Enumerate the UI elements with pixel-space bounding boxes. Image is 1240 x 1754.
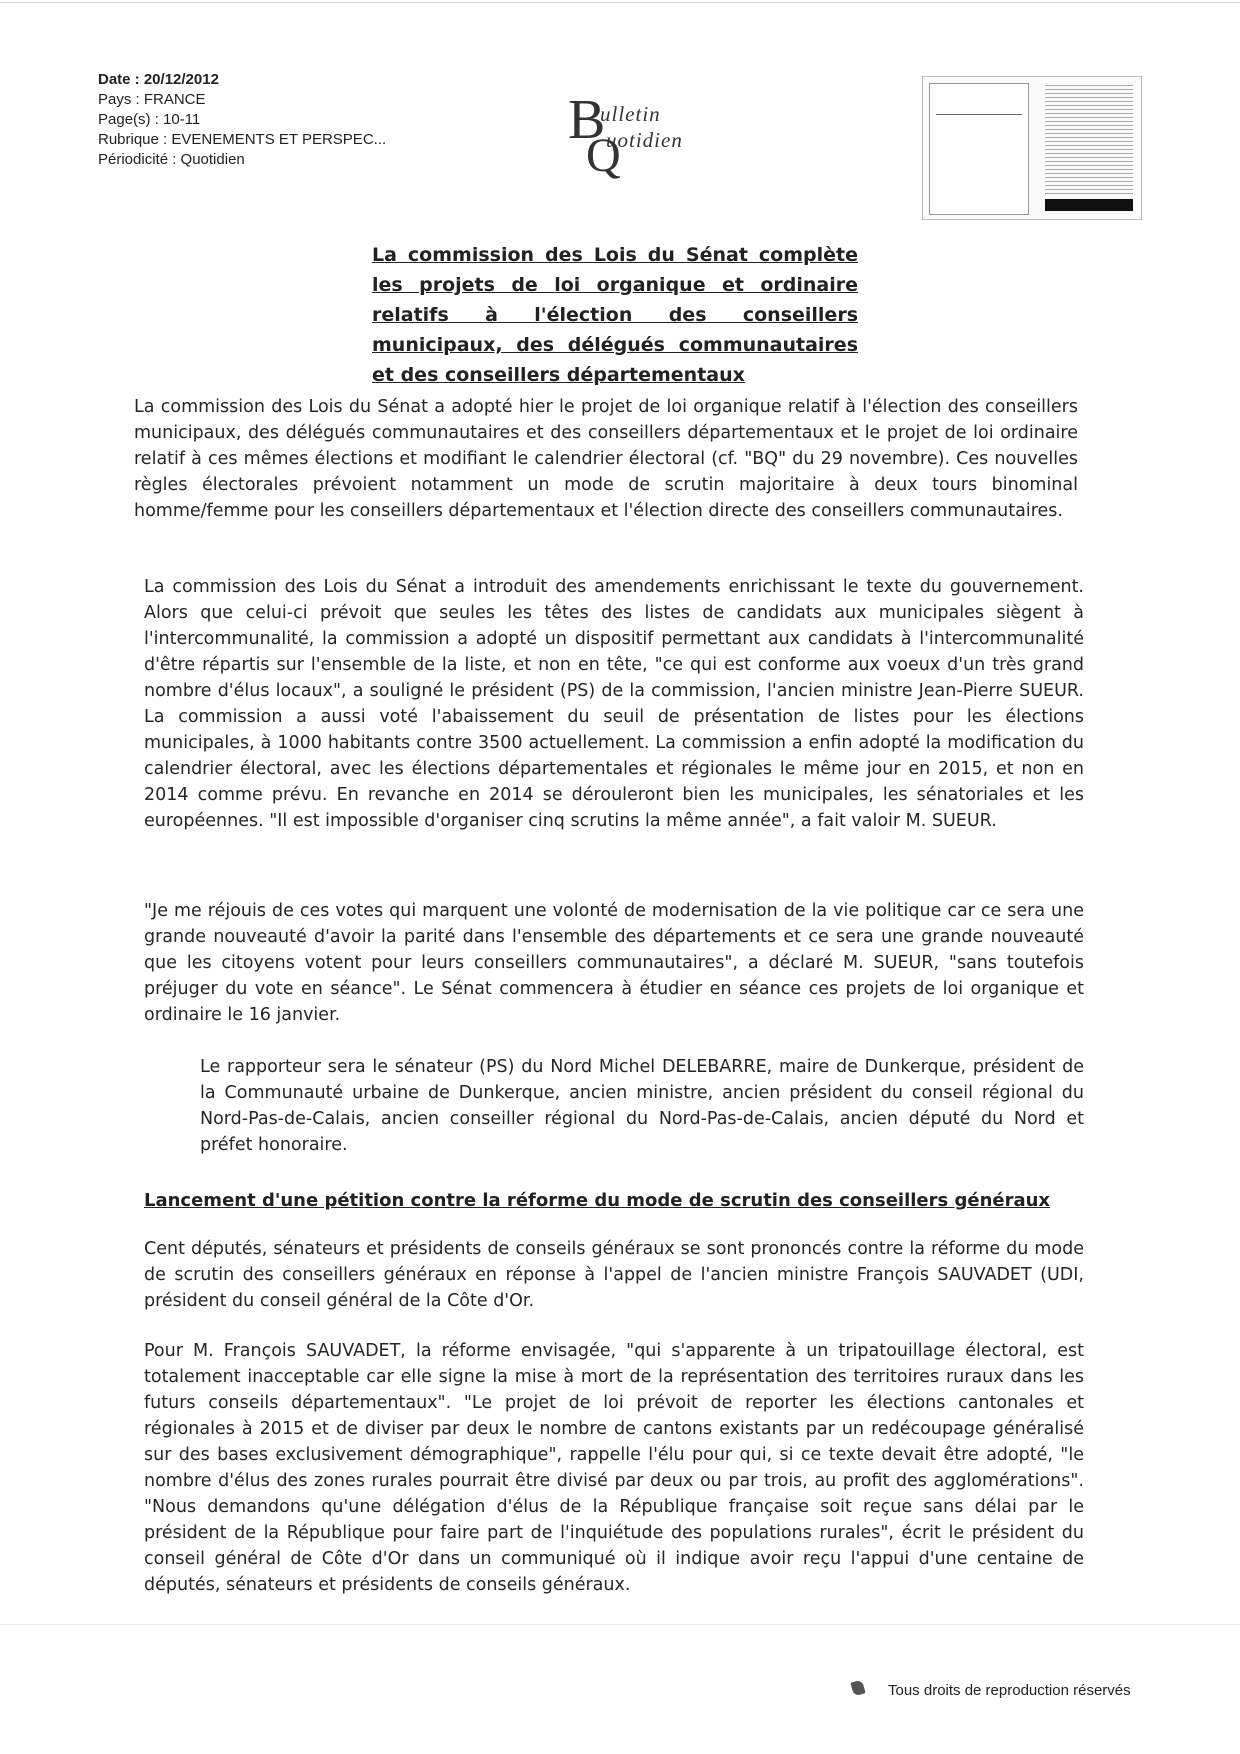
bottom-rule [0, 1624, 1240, 1625]
paragraph-rapporteur: Le rapporteur sera le sénateur (PS) du Nord Michel DELEBARRE, maire de Dunkerque, président de la Communauté urbaine de Dunkerque, ancien ministre, ancien président du conseil régional du Nord-Pas-de-Calais, ancien conseiller régional du Nord-Pas-de-Calais, ancien député du Nord et préfet honoraire. [200, 1057, 1084, 1155]
meta-pages: Page(s) : 10-11 [98, 111, 201, 128]
paragraph-2: La commission des Lois du Sénat a introduit des amendements enrichissant le texte du gouvernement. Alors que celui-ci prévoit que seules les têtes des listes de candidats aux municipales siègent à l'intercommunalité, la commission a adopté un dispositif permettant aux candidats à l'intercommunalité d'être répartis sur l'ensemble de la liste, et non en tête, "ce qui est conforme aux voeux d'un très grand nombre d'élus locaux", a souligné le président (PS) de la commission, l'ancien ministre Jean-Pierre SUEUR. La commission a aussi voté l'abaissement du seuil de présentation de listes pour les élections municipales, à 1000 habitants contre 3500 actuellement. La commission a enfin adopté la modification du calendrier électoral, avec les élections départementales et régionales le même jour en 2015, et non en 2014 comme prévu. En revanche en 2014 se dérouleront bien les municipales, les sénatoriales et les européennes. "Il est impossible d'organiser cinq scrutins la même année", a fait valoir M. SUEUR. [144, 577, 1084, 831]
article-headline: La commission des Lois du Sénat complète les projets de loi organique et ordinaire relatifs à l'élection des conseillers municipaux, des délégués communautaires et des conseillers départementaux [372, 244, 858, 386]
thumbnail-text-lines [1045, 85, 1133, 197]
top-edge [0, 2, 1240, 3]
meta-section: Rubrique : EVENEMENTS ET PERSPEC... [98, 131, 387, 148]
article-metadata [98, 70, 386, 170]
paragraph-3: "Je me réjouis de ces votes qui marquent une volonté de modernisation de la vie politique car ce sera une grande nouveauté d'avoir la parité dans l'ensemble des départements et ce sera une grande nouveauté que les citoyens votent pour leurs conseillers communautaires", a déclaré M. SUEUR, "sans toutefois préjuger du vote en séance". Le Sénat commencera à étudier en séance ces projets de loi organique et ordinaire le 16 janvier. [144, 901, 1084, 1025]
bullet-icon [850, 1680, 865, 1697]
paragraph-5: Cent députés, sénateurs et présidents de conseils généraux se sont prononcés contre la réforme du mode de scrutin des conseillers généraux en réponse à l'appel de l'ancien ministre François SAUVADET (UDI, président du conseil général de la Côte d'Or. [144, 1239, 1084, 1311]
copyright-notice: Tous droits de reproduction réservés [888, 1682, 1131, 1699]
page-thumbnail [922, 76, 1142, 220]
meta-date: Date : 20/12/2012 [98, 71, 219, 88]
publication-logo [568, 89, 718, 182]
logo-letter-q: Q [586, 129, 621, 182]
thumbnail-rule [936, 114, 1022, 115]
thumbnail-cover [929, 83, 1029, 215]
logo-letter-b: B [568, 89, 606, 151]
paragraph-1: La commission des Lois du Sénat a adopté hier le projet de loi organique relatif à l'élection des conseillers municipaux, des délégués communautaires et des conseillers départementaux et le projet de loi ordinaire relatif à ces mêmes élections et modifiant le calendrier électoral (cf. "BQ" du 29 novembre). Ces nouvelles règles électorales prévoient notamment un mode de scrutin majoritaire à deux tours binominal homme/femme pour les conseillers départementaux et l'élection directe des conseillers communautaires. [134, 397, 1078, 521]
thumbnail-black-block [1045, 199, 1133, 211]
paragraph-6: Pour M. François SAUVADET, la réforme envisagée, "qui s'apparente à un tripatouillage électoral, est totalement inacceptable car elle signe la mise à mort de la représentation des territoires ruraux dans les futurs conseils départementaux". "Le projet de loi prévoit de reporter les élections cantonales et régionales à 2015 et de diviser par deux le nombre de cantons existants par un redécoupage généralisé sur des bases exclusivement démographique", rappelle l'élu pour qui, si ce texte devait être adopté, "le nombre d'élus des zones rurales pourrait être divisé par deux ou par trois, au profit des agglomérations". "Nous demandons qu'une délégation d'élus de la République française soit reçue sans délai par le président de la République pour faire part de l'inquiétude des populations rurales", écrit le président du conseil général de Côte d'Or dans un communiqué où il indique avoir reçu l'appui d'une centaine de députés, sénateurs et présidents de conseils généraux. [144, 1341, 1084, 1595]
logo-word-ulletin: ulletin [600, 102, 661, 126]
logo-word-uotidien: uotidien [606, 128, 683, 152]
article-subheading: Lancement d'une pétition contre la réforme du mode de scrutin des conseillers généraux [144, 1190, 1051, 1211]
meta-periodicity: Périodicité : Quotidien [98, 151, 245, 168]
meta-country: Pays : FRANCE [98, 91, 206, 108]
